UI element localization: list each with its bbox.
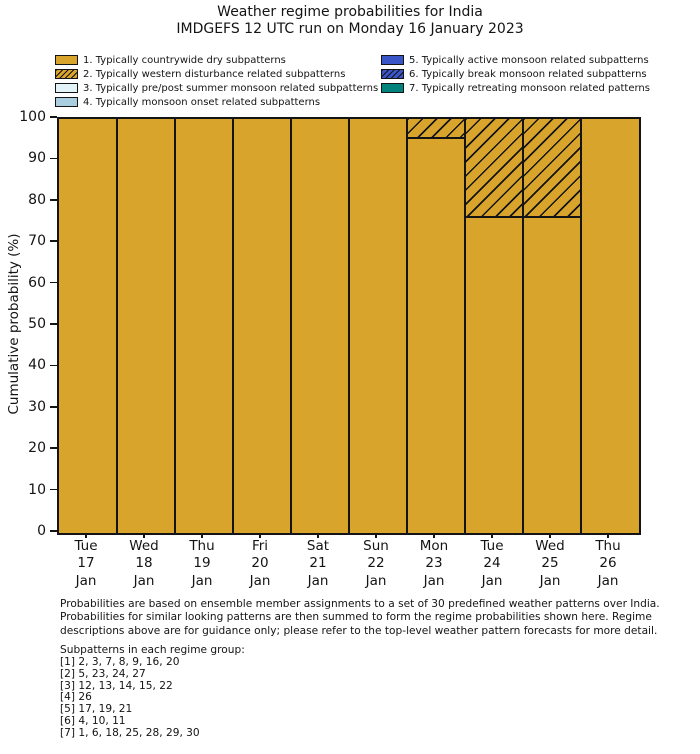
bar-divider-7 <box>464 119 466 533</box>
x-tick-label-line-2-fri-20-jan: 20 <box>251 555 269 572</box>
legend-item-regime-3 <box>55 81 378 95</box>
x-tick-label-line-3-thu-19-jan: Jan <box>191 572 213 589</box>
bar-divider-8 <box>522 119 524 533</box>
x-tick-label-line-2-thu-19-jan: 19 <box>193 555 211 572</box>
x-tick-label-line-3-tue-24-jan: Jan <box>481 572 503 589</box>
subpatterns-list <box>60 657 200 740</box>
x-tick-label-line-1-wed-25-jan: Wed <box>535 538 565 554</box>
legend-item-regime-2 <box>55 67 378 81</box>
subpattern-group-7: [7] 1, 6, 18, 25, 28, 29, 30 <box>60 726 200 739</box>
x-tick-label-line-1-tue-17-jan: Tue <box>74 538 98 554</box>
x-tick-label-line-2-thu-26-jan: 26 <box>599 555 617 572</box>
legend-label-regime-1: 1. Typically countrywide dry subpatterns <box>83 54 286 66</box>
y-tick-label-30: 30 <box>28 398 46 415</box>
x-tick-label-line-2-mon-23-jan: 23 <box>425 555 443 572</box>
chart-subtitle: IMDGEFS 12 UTC run on Monday 16 January 2023 <box>176 21 524 37</box>
legend-item-regime-6 <box>381 67 650 81</box>
legend-label-regime-6: 6. Typically break monsoon related subpatterns <box>409 68 647 80</box>
x-tick-label-line-2-tue-17-jan: 17 <box>77 555 95 572</box>
x-tick-label-line-1-sat-21-jan: Sat <box>306 538 330 554</box>
legend-column-right <box>381 53 650 95</box>
legend-swatch-regime-5 <box>381 55 404 65</box>
x-tick-label-thu-26-jan <box>573 538 643 590</box>
y-tick-label-20: 20 <box>28 440 46 457</box>
y-tick-label-80: 80 <box>28 191 46 208</box>
subpattern-group-5: [5] 17, 19, 21 <box>60 703 133 716</box>
bar-divider-4 <box>290 119 292 533</box>
x-tick-label-line-3-tue-17-jan: Jan <box>75 572 97 589</box>
subpattern-group-6: [6] 4, 10, 11 <box>60 714 126 727</box>
x-tick-label-line-3-sun-22-jan: Jan <box>365 572 387 589</box>
bar-divider-9 <box>580 119 582 533</box>
x-tick-label-line-2-sat-21-jan: 21 <box>309 555 327 572</box>
footnote-text <box>60 598 668 638</box>
legend-label-regime-4: 4. Typically monsoon onset related subpatterns <box>83 96 321 108</box>
bar-divider-1 <box>116 119 118 533</box>
y-tick-label-50: 50 <box>28 316 46 332</box>
x-tick-label-line-1-thu-26-jan: Thu <box>595 538 621 554</box>
y-tick-mark-100 <box>50 116 57 118</box>
x-tick-label-line-2-tue-24-jan: 24 <box>483 555 501 572</box>
y-tick-mark-40 <box>50 365 57 367</box>
y-tick-mark-20 <box>50 447 57 449</box>
legend-item-regime-4 <box>55 95 378 109</box>
x-tick-label-line-1-wed-18-jan: Wed <box>129 538 159 554</box>
x-tick-label-line-1-mon-23-jan: Mon <box>419 538 449 554</box>
legend-label-regime-3: 3. Typically pre/post summer monsoon related subpatterns <box>83 82 379 94</box>
legend-swatch-regime-7 <box>381 83 404 93</box>
y-tick-label-90: 90 <box>28 150 46 167</box>
bar-sun-22-jan <box>349 119 407 533</box>
bar-wed-18-jan <box>117 119 175 533</box>
bar-thu-19-jan <box>175 119 233 533</box>
legend-item-regime-1 <box>55 53 378 67</box>
y-tick-label-70: 70 <box>28 233 46 250</box>
x-tick-label-line-3-fri-20-jan: Jan <box>249 572 271 589</box>
y-tick-mark-70 <box>50 240 57 242</box>
y-tick-mark-80 <box>50 199 57 201</box>
chart-title: Weather regime probabilities for India <box>217 4 483 20</box>
bar-segment-regime-2-wed-25-jan <box>523 119 581 218</box>
bar-segment-regime-2-mon-23-jan <box>407 119 465 139</box>
legend-label-regime-7: 7. Typically retreating monsoon related patterns <box>409 82 650 94</box>
footnote-line-3: descriptions above are for guidance only; please refer to the top-level weather pattern forecasts for more detail. <box>60 624 658 637</box>
x-tick-label-line-2-wed-18-jan: 18 <box>135 555 153 572</box>
legend-label-regime-2: 2. Typically western disturbance related subpatterns <box>83 68 346 80</box>
subpatterns-heading: Subpatterns in each regime group: <box>60 644 245 656</box>
bar-fri-20-jan <box>233 119 291 533</box>
plot-area <box>57 117 641 535</box>
x-tick-label-line-3-wed-25-jan: Jan <box>539 572 561 589</box>
x-tick-label-line-2-wed-25-jan: 25 <box>541 555 559 572</box>
y-tick-label-40: 40 <box>28 357 46 374</box>
x-tick-label-line-1-fri-20-jan: Fri <box>251 538 269 554</box>
y-tick-label-10: 10 <box>28 481 46 498</box>
bar-divider-3 <box>232 119 234 533</box>
legend-item-regime-5 <box>381 53 650 67</box>
bar-segment-regime-2-tue-24-jan <box>465 119 523 218</box>
legend-swatch-regime-4 <box>55 97 78 107</box>
x-tick-label-line-3-wed-18-jan: Jan <box>133 572 155 589</box>
x-tick-label-line-1-thu-19-jan: Thu <box>189 538 215 554</box>
legend-swatch-regime-6 <box>381 69 404 79</box>
bar-sat-21-jan <box>291 119 349 533</box>
subpattern-group-3: [3] 12, 13, 14, 15, 22 <box>60 679 173 692</box>
y-tick-mark-0 <box>50 530 57 532</box>
footnote-line-1: Probabilities are based on ensemble member assignments to a set of 30 predefined weather patterns over India. <box>60 598 660 610</box>
y-tick-label-0: 0 <box>37 523 46 539</box>
bar-divider-2 <box>174 119 176 533</box>
bar-mon-23-jan <box>407 119 465 533</box>
x-tick-label-line-3-sat-21-jan: Jan <box>307 572 329 589</box>
y-tick-mark-60 <box>50 282 57 284</box>
y-tick-mark-10 <box>50 489 57 491</box>
y-axis-label: Cumulative probability (%) <box>6 233 22 415</box>
subpattern-group-4: [4] 26 <box>60 691 92 704</box>
x-tick-label-line-1-sun-22-jan: Sun <box>363 538 389 554</box>
legend-label-regime-5: 5. Typically active monsoon related subpatterns <box>409 54 649 66</box>
y-tick-label-100: 100 <box>19 109 46 125</box>
x-tick-label-line-1-tue-24-jan: Tue <box>480 538 504 554</box>
bar-thu-26-jan <box>581 119 639 533</box>
footnote-line-2: Probabilities for similar looking patterns are then summed to form the regime probabilities shown here. Regime <box>60 611 652 624</box>
y-tick-mark-50 <box>50 323 57 325</box>
legend-swatch-regime-1 <box>55 55 78 65</box>
legend-swatch-regime-3 <box>55 83 78 93</box>
x-tick-label-line-3-mon-23-jan: Jan <box>423 572 445 589</box>
bar-divider-5 <box>348 119 350 533</box>
y-tick-label-60: 60 <box>28 274 46 291</box>
x-tick-label-line-3-thu-26-jan: Jan <box>597 572 619 589</box>
legend-column-left <box>55 53 378 109</box>
legend-item-regime-7 <box>381 81 650 95</box>
y-tick-mark-90 <box>50 158 57 160</box>
subpattern-group-1: [1] 2, 3, 7, 8, 9, 16, 20 <box>60 656 180 668</box>
legend-swatch-regime-2 <box>55 69 78 79</box>
bar-tue-17-jan <box>59 119 117 533</box>
y-tick-mark-30 <box>50 406 57 408</box>
subpattern-group-2: [2] 5, 23, 24, 27 <box>60 667 146 680</box>
bar-divider-6 <box>406 119 408 533</box>
x-tick-label-line-2-sun-22-jan: 22 <box>367 555 385 572</box>
